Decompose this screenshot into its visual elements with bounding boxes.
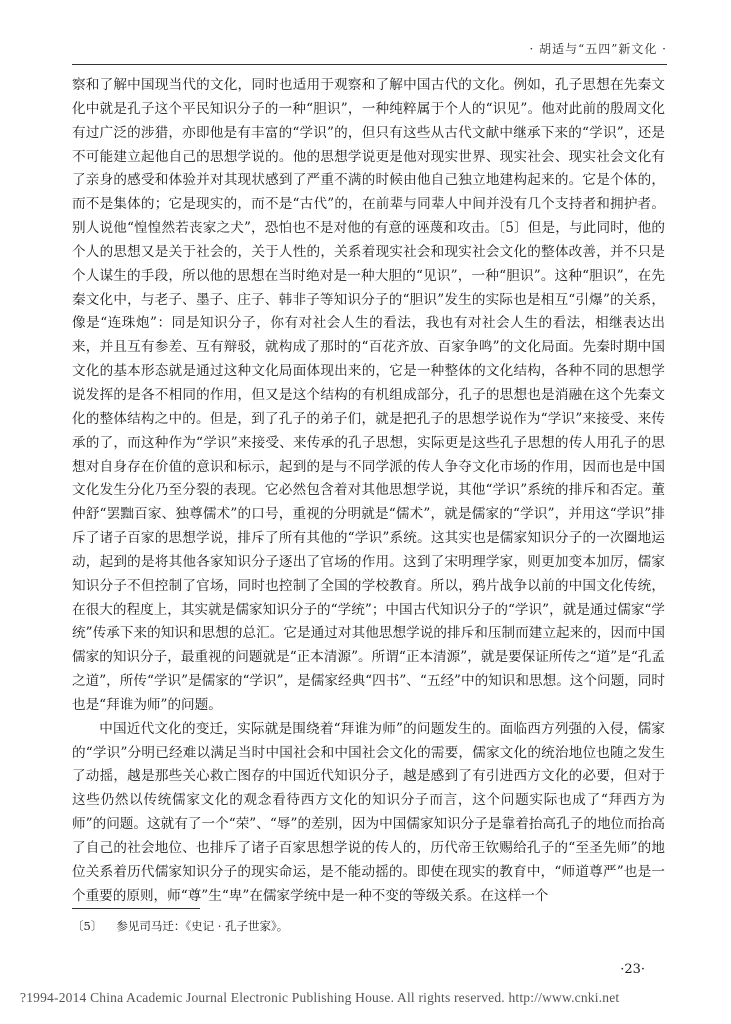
copyright-notice: ?1994-2014 China Academic Journal Electronic Publishing House. All rights reserved. http://www.cnki.net	[20, 990, 620, 1005]
main-text	[72, 74, 665, 909]
page-number: ·23·	[620, 962, 645, 977]
footnote-marker: 〔5〕	[72, 919, 103, 933]
header-rule	[72, 64, 667, 65]
paragraph-1: 察和了解中国现当代的文化，同时也适用于观察和了解中国古代的文化。例如，孔子思想在先秦文化中就是孔子这个平民知识分子的一种“胆识”，一种纯粹属于个人的“识见”。他对此前的殷周文化有过广泛的涉猎，亦即他是有丰富的“学识”的，但只有这些从古代文献中继承下来的“学识”，还是不可能建立起他自己的思想学说的。他的思想学说更是他对现实世界、现实社会、现实社会文化有了亲身的感受和体验并对其现状感到了严重不满的时候由他自己独立地建构起来的。它是个体的，而不是集体的；它是现实的，而不是“古代”的，在前辈与同辈人中间并没有几个支持者和拥护者。别人说他“惶惶然若丧家之犬”，恐怕也不是对他的有意的诬蔑和攻击。〔5〕但是，与此同时，他的个人的思想又是关于社会的，关于人性的，关系着现实社会和现实社会文化的整体改善，并不只是个人谋生的手段，所以他的思想在当时绝对是一种大胆的“见识”，一种“胆识”。这种“胆识”，在先秦文化中，与老子、墨子、庄子、韩非子等知识分子的“胆识”发生的实际也是相互“引爆”的关系，像是“连珠炮”：同是知识分子，你有对社会人生的看法，我也有对社会人生的看法，相继表达出来，并且互有参差、互有辩驳，就构成了那时的“百花齐放、百家争鸣”的文化局面。先秦时期中国文化的基本形态就是通过这种文化局面体现出来的，它是一种整体的文化结构，各种不同的思想学说发挥的是各不相同的作用，但又是这个结构的有机组成部分，孔子的思想也是消融在这个先秦文化的整体结构之中的。但是，到了孔子的弟子们，就是把孔子的思想学说作为“学识”来接受、来传承的了，而这种作为“学识”来接受、来传承的孔子思想，实际更是这些孔子思想的传人用孔子的思想对自身存在价值的意识和标示，起到的是与不同学派的传人争夺文化市场的作用，因而也是中国文化发生分化乃至分裂的表现。它必然包含着对其他思想学说，其他“学识”系统的排斥和否定。董仲舒“罢黜百家、独尊儒术”的口号，重视的分明就是“儒术”，就是儒家的“学识”，并用这“学识”排斥了诸子百家的思想学说，排斥了所有其他的“学识”系统。这其实也是儒家知识分子的一次圈地运动，起到的是将其他各家知识分子逐出了官场的作用。这到了宋明理学家，则更加变本加厉，儒家知识分子不但控制了官场，同时也控制了全国的学校教育。所以，鸦片战争以前的中国文化传统，在很大的程度上，其实就是儒家知识分子的“学统”；中国古代知识分子的“学识”，就是通过儒家“学统”传承下来的知识和思想的总汇。它是通过对其他思想学说的排斥和压制而建立起来的，因而中国儒家的知识分子，最重视的问题就是“正本清源”。所谓“正本清源”，就是要保证所传之“道”是“孔孟之道”，所传“学识”是儒家的“学识”，是儒家经典“四书”、“五经”中的知识和思想。这个问题，同时也是“拜谁为师”的问题。	[72, 77, 665, 713]
running-header: · 胡适与“五四”新文化 ·	[529, 42, 667, 56]
footnote-text: 参见司马迁：《史记 · 孔子世家》。	[116, 919, 289, 933]
footnote	[72, 918, 665, 934]
paragraph-2: 中国近代文化的变迁，实际就是围绕着“拜谁为师”的问题发生的。面临西方列强的入侵，儒家的“学识”分明已经难以满足当时中国社会和中国社会文化的需要，儒家文化的统治地位也随之发生了动摇，越是那些关心救亡图存的中国近代知识分子，越是感到了有引进西方文化的必要，但对于这些仍然以传统儒家文化的观念看待西方文化的知识分子而言，这个问题实际也成了“拜西方为师”的问题。这就有了一个“荣”、“辱”的差别，因为中国儒家知识分子是靠着抬高孔子的地位而抬高了自己的社会地位、也排斥了诸子百家思想学说的传人的，历代帝王钦赐给孔子的“至圣先师”的地位关系着历代儒家知识分子的现实命运，是不能动摇的。即使在现实的教育中，“师道尊严”也是一个重要的原则，师“尊”生“卑”在儒家学统中是一种不变的等级关系。在这样一个	[72, 720, 665, 904]
footnote-rule	[72, 908, 200, 909]
